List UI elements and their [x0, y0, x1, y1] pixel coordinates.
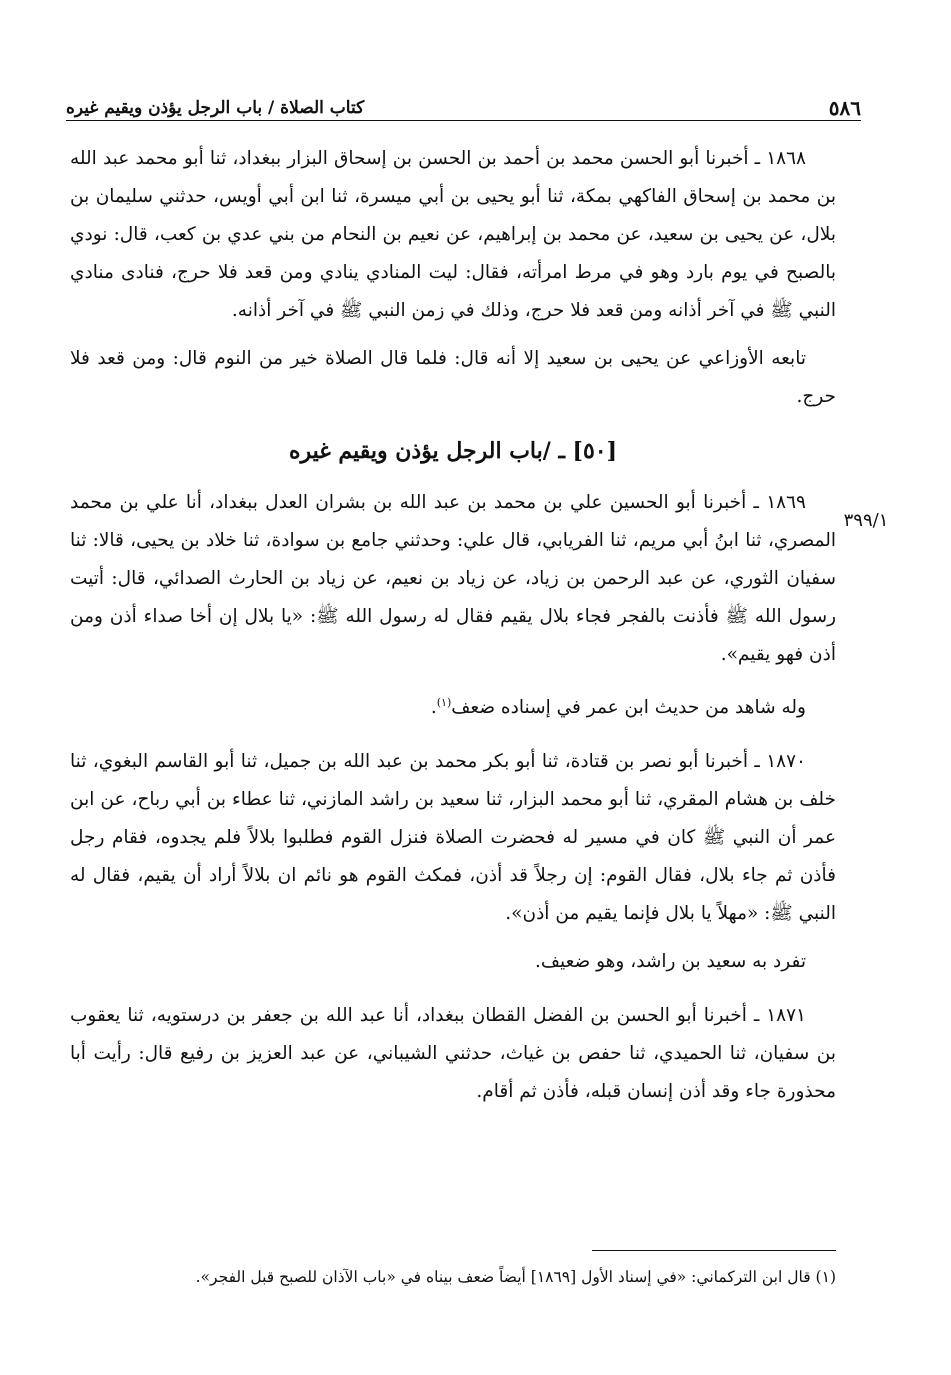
footnote: (١) قال ابن التركماني: «في إسناد الأول [١٨٦٩] أيضاً ضعف بيناه في «باب الآذان للصبح قبل الفجر». [195, 1268, 836, 1286]
hadith-1869-note: وله شاهد من حديث ابن عمر في إسناده ضعف$^{(١)}$. [430, 696, 806, 719]
margin-volume-page-ref: ٣٩٩/١ [843, 510, 889, 531]
page-number: ٥٨٦ [828, 96, 861, 120]
hadith-1871: ١٨٧١ ـ أخبرنا أبو الحسن بن الفضل القطان ببغداد، أنا عبد الله بن جعفر بن درستويه، ثنا يعقوب بن سفيان، ثنا الحميدي، ثنا حفص بن غياث، حدثني الشيباني، عن عبد العزيز بن رفيع قال: رأيت أبا محذورة جاء وقد أذن إنسان قبله، فأذن ثم أقام. [70, 1005, 836, 1103]
main-text [70, 140, 836, 1127]
footnote-marker[interactable]: (١) [436, 696, 452, 709]
chapter-heading: [٥٠] ـ /باب الرجل يؤذن ويقيم غيره [288, 438, 618, 464]
footnote-separator [592, 1250, 836, 1251]
page-header [66, 86, 861, 121]
hadith-1868: ١٨٦٨ ـ أخبرنا أبو الحسن محمد بن أحمد بن الحسن بن إسحاق البزار ببغداد، ثنا أبو محمد عبد الله بن محمد بن إسحاق الفاكهي بمكة، ثنا أبو يحيى بن أبي ميسرة، ثنا ابن أبي أويس، حدثني سليمان بن بلال، عن يحيى بن سعيد، عن محمد بن إبراهيم، عن نعيم بن النحام من بني عدي بن كعب، قال: نودي بالصبح في يوم بارد وهو في مرط امرأته، فقال: ليت المنادي ينادي ومن قعد فلا حرج، فنادى منادي النبي ﷺ في آخر أذانه ومن قعد فلا حرج، وذلك في زمن النبي ﷺ في آخر أذانه. [70, 148, 836, 321]
hadith-1870-note: تفرد به سعيد بن راشد، وهو ضعيف. [534, 951, 806, 973]
hadith-1869-note-text: وله شاهد من حديث ابن عمر في إسناده ضعف [451, 697, 806, 719]
hadith-1870: ١٨٧٠ ـ أخبرنا أبو نصر بن قتادة، ثنا أبو بكر محمد بن عبد الله بن جميل، ثنا أبو القاسم البغوي، ثنا خلف بن هشام المقري، ثنا أبو محمد البزار، ثنا سعيد بن راشد المازني، ثنا عطاء بن أبي رباح، عن ابن عمر أن النبي ﷺ كان في مسير له فحضرت الصلاة فنزل القوم فطلبوا بلالاً فلم يجدوه، فقام رجل فأذن ثم جاء بلال، فقال القوم: إن رجلاً قد أذن، فمكث القوم هو نائم ان بلالاً أراد أن يقيم، فقال له النبي ﷺ: «مهلاً يا بلال فإنما يقيم من أذن». [70, 751, 836, 925]
hadith-1869: ١٨٦٩ ـ أخبرنا أبو الحسين علي بن محمد بن عبد الله بن بشران العدل ببغداد، أنا علي بن محمد المصري، ثنا ابنُ أبي مريم، ثنا الفريابي، قال علي: وحدثني جامع بن سوادة، ثنا خلاد بن يحيى، قالا: ثنا سفيان الثوري، عن عبد الرحمن بن زياد، عن زياد بن نعيم، عن زياد بن الحارث الصدائي، قال: أتيت رسول الله ﷺ فأذنت بالفجر فجاء بلال يقيم فقال له رسول الله ﷺ: «يا بلال إن أخا صداء أذن ومن أذن فهو يقيم». [70, 492, 837, 665]
hadith-1868-note: تابعه الأوزاعي عن يحيى بن سعيد إلا أنه قال: فلما قال الصلاة خير من النوم قال: ومن قعد فلا حرج. [70, 348, 836, 407]
running-title: كتاب الصلاة / باب الرجل يؤذن ويقيم غيره [66, 98, 365, 118]
